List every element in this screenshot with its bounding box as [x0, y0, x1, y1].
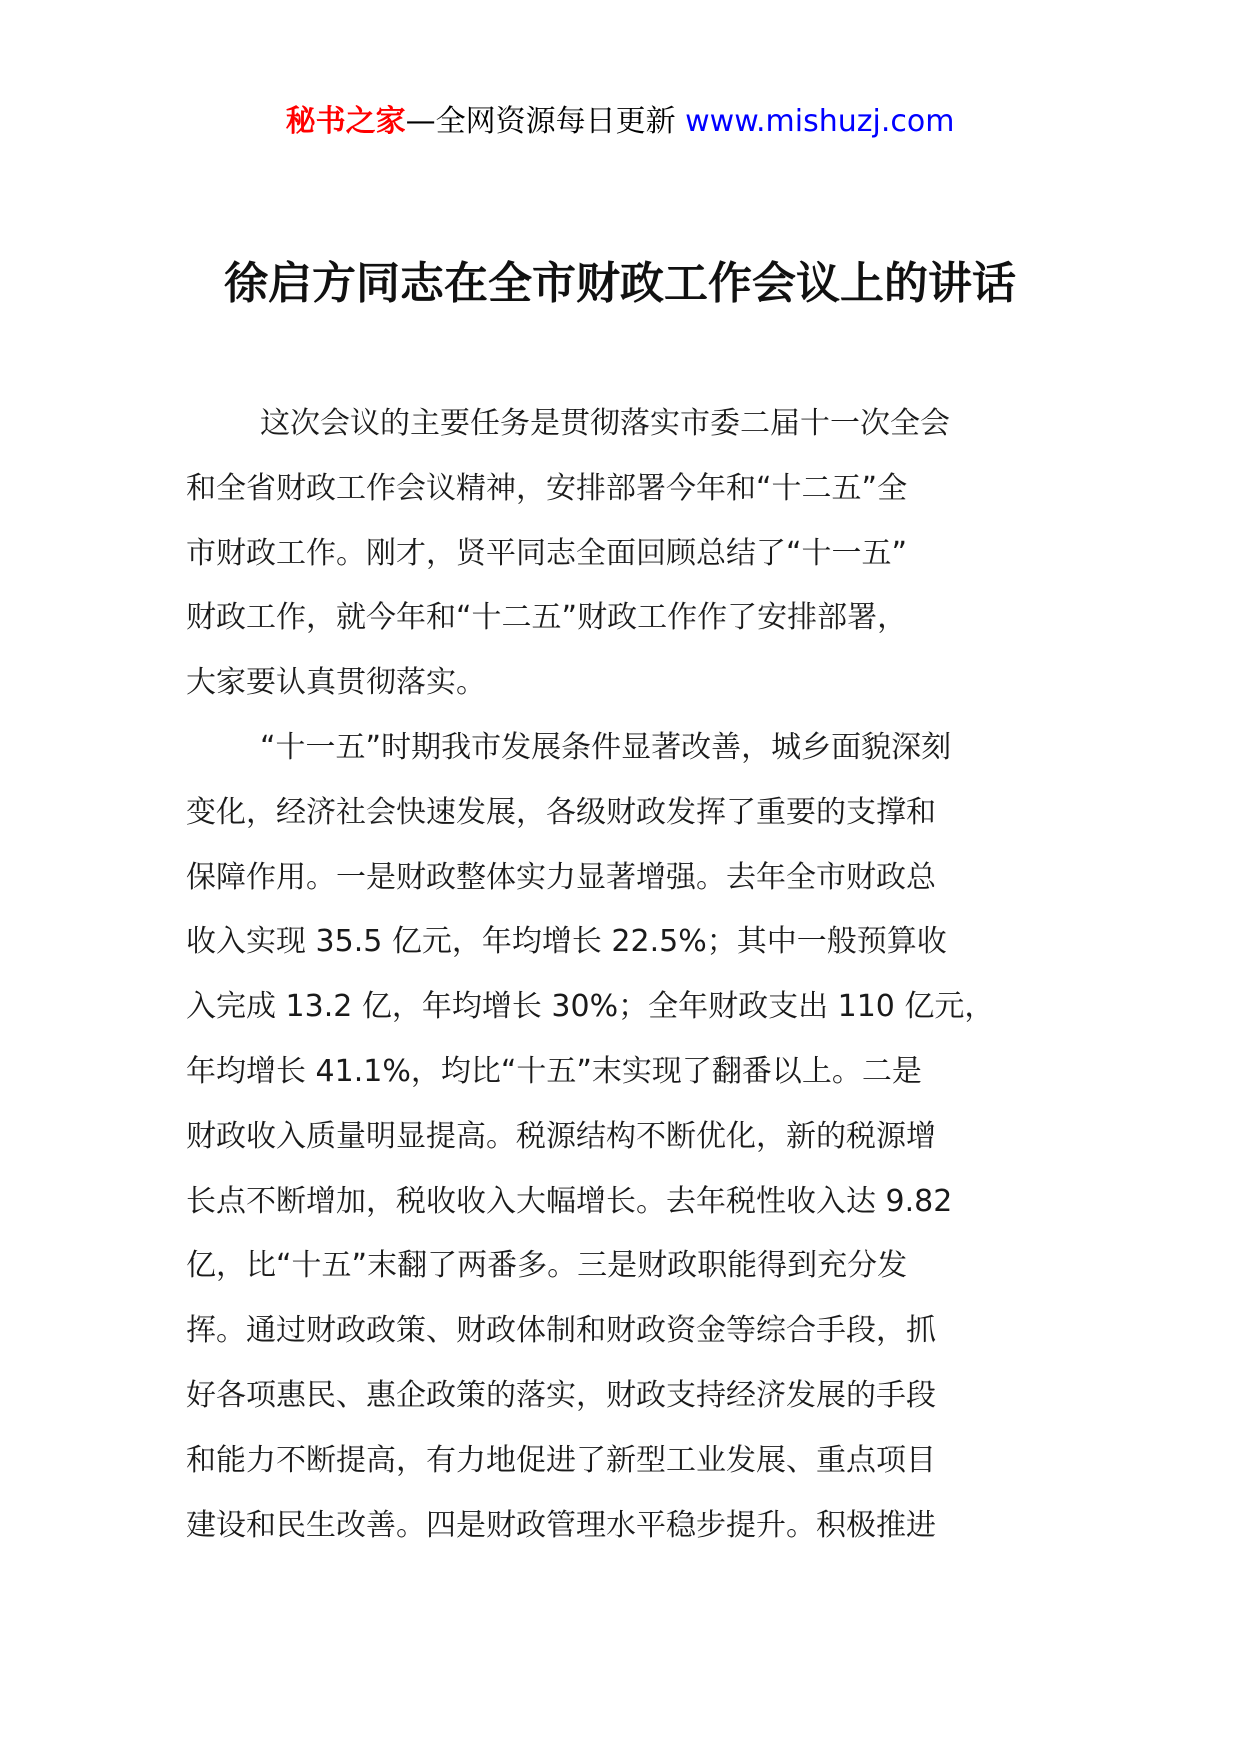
paragraph-2-line-6: 年均增长 41.1%，均比“十五”末实现了翻番以上。二是 [186, 1053, 922, 1089]
document-body [186, 392, 1066, 1558]
paragraph-1-line-4: 财政工作，就今年和“十二五”财政工作作了安排部署， [186, 600, 908, 636]
paragraph-1-line-5: 大家要认真贯彻落实。 [186, 665, 486, 701]
paragraph-2-line-10: 挥。通过财政政策、财政体制和财政资金等综合手段，抓 [186, 1313, 936, 1349]
paragraph-2-line-9: 亿，比“十五”末翻了两番多。三是财政职能得到充分发 [186, 1248, 908, 1284]
paragraph-2-line-12: 和能力不断提高，有力地促进了新型工业发展、重点项目 [186, 1442, 936, 1478]
paragraph-2-line-4: 收入实现 35.5 亿元，年均增长 22.5%；其中一般预算收 [186, 924, 947, 960]
site-url-link[interactable]: www.mishuzj.com [685, 104, 955, 139]
site-header [0, 100, 1240, 144]
paragraph-2-line-3: 保障作用。一是财政整体实力显著增强。去年全市财政总 [186, 859, 936, 895]
brand-name: 秘书之家 [285, 104, 406, 139]
paragraph-2-line-1: “十一五”时期我市发展条件显著改善，城乡面貌深刻 [260, 729, 952, 765]
document-title: 徐启方同志在全市财政工作会议上的讲话 [224, 258, 1016, 309]
paragraph-1-line-2: 和全省财政工作会议精神，安排部署今年和“十二五”全 [186, 470, 908, 506]
paragraph-1-line-3: 市财政工作。刚才，贤平同志全面回顾总结了“十一五” [186, 535, 908, 571]
header-tagline: —全网资源每日更新 [405, 104, 676, 139]
paragraph-2-line-8: 长点不断增加，税收收入大幅增长。去年税性收入达 9.82 [186, 1183, 953, 1219]
paragraph-2-line-5: 入完成 13.2 亿，年均增长 30%；全年财政支出 110 亿元， [186, 989, 995, 1025]
paragraph-2-line-11: 好各项惠民、惠企政策的落实，财政支持经济发展的手段 [186, 1377, 936, 1413]
paragraph-2-line-7: 财政收入质量明显提高。税源结构不断优化，新的税源增 [186, 1118, 936, 1154]
paragraph-2-line-2: 变化，经济社会快速发展，各级财政发挥了重要的支撑和 [186, 794, 936, 830]
paragraph-1-line-1: 这次会议的主要任务是贯彻落实市委二届十一次全会 [260, 406, 950, 441]
paragraph-2-line-13: 建设和民生改善。四是财政管理水平稳步提升。积极推进 [186, 1507, 936, 1543]
